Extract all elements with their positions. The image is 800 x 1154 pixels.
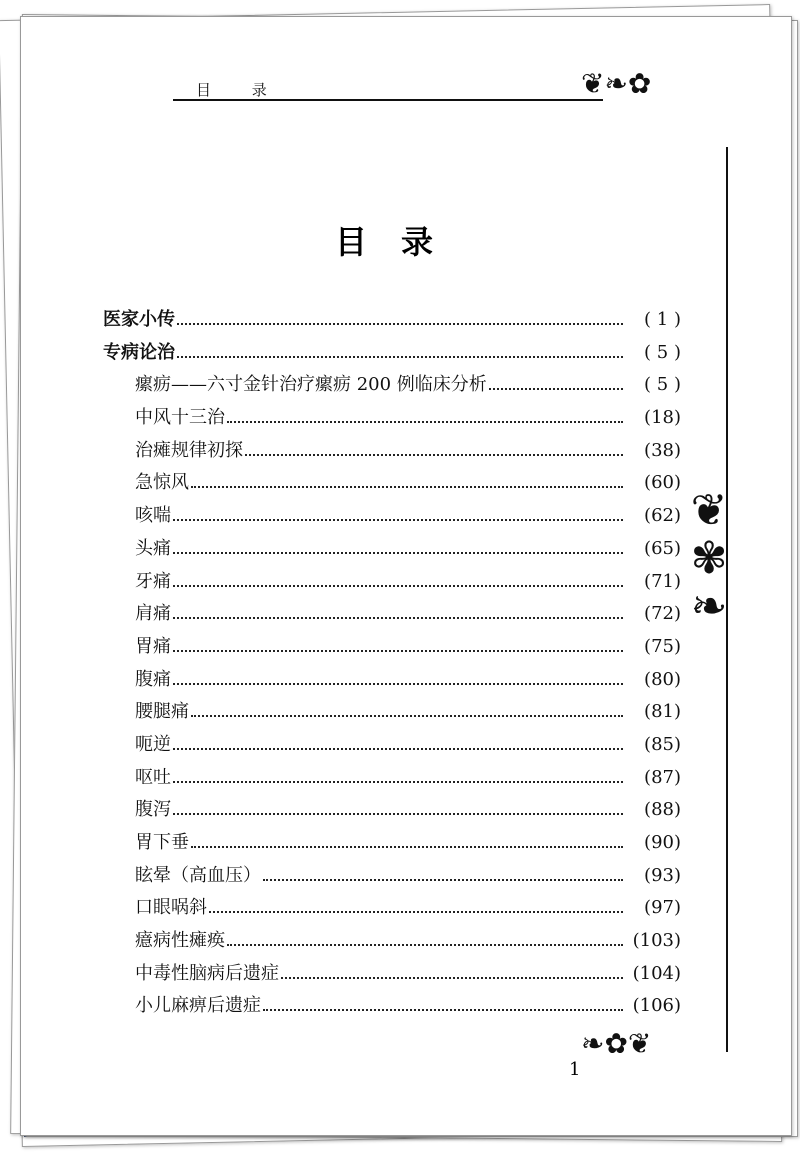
corner-ornament-icon: ❦❧✿ bbox=[581, 67, 652, 100]
toc-entry-title: 眩晕（高血压） bbox=[135, 864, 261, 886]
toc-entry-page: (62) bbox=[644, 505, 681, 527]
toc-entry[interactable] bbox=[103, 697, 681, 730]
toc-entry[interactable] bbox=[103, 436, 681, 469]
toc-entry-page: (38) bbox=[644, 439, 681, 461]
leader-dots bbox=[173, 650, 623, 652]
toc-entry-title: 腹泻 bbox=[135, 799, 171, 821]
toc-entry-page: (85) bbox=[644, 733, 681, 755]
toc-entry-title: 治瘫规律初探 bbox=[135, 439, 243, 461]
toc-entry[interactable] bbox=[103, 632, 681, 665]
leader-dots bbox=[191, 486, 623, 488]
toc-entry-page: (60) bbox=[644, 472, 681, 494]
toc-entry-title: 腰腿痛 bbox=[135, 701, 189, 723]
toc-entry[interactable] bbox=[103, 305, 681, 338]
toc-entry[interactable] bbox=[103, 861, 681, 894]
toc-entry-page: (88) bbox=[644, 799, 681, 821]
leader-dots bbox=[263, 879, 623, 881]
toc-entry[interactable] bbox=[103, 403, 681, 436]
toc-entry-page: (71) bbox=[644, 570, 681, 592]
leader-dots bbox=[173, 585, 623, 587]
toc-entry-page: ( 1 ) bbox=[644, 309, 681, 330]
leader-dots bbox=[173, 748, 623, 750]
toc-entry-page: (93) bbox=[644, 864, 681, 886]
leader-dots bbox=[177, 356, 623, 358]
toc-entry[interactable] bbox=[103, 534, 681, 567]
toc-entry[interactable] bbox=[103, 338, 681, 371]
toc-entry[interactable] bbox=[103, 468, 681, 501]
leader-dots bbox=[227, 944, 623, 946]
leader-dots bbox=[173, 519, 623, 521]
toc-entry[interactable] bbox=[103, 893, 681, 926]
toc-entry-title: 胃下垂 bbox=[135, 832, 189, 853]
toc-entry-page: ( 5 ) bbox=[644, 341, 681, 363]
leader-dots bbox=[173, 552, 623, 554]
toc-entry[interactable] bbox=[103, 828, 681, 861]
side-ornament-icon: ❦ ✾ ❧ bbox=[690, 485, 728, 632]
toc-entry[interactable] bbox=[103, 991, 681, 1024]
toc-entry-page: (65) bbox=[644, 537, 681, 559]
leader-dots bbox=[281, 977, 623, 979]
leader-dots bbox=[227, 421, 623, 423]
toc-entry-title: 胃痛 bbox=[135, 635, 171, 657]
toc-entry[interactable] bbox=[103, 763, 681, 796]
toc-entry-page: (103) bbox=[632, 930, 681, 952]
leader-dots bbox=[209, 911, 623, 913]
page bbox=[20, 16, 792, 1136]
toc-entry[interactable] bbox=[103, 959, 681, 992]
toc-entry[interactable] bbox=[103, 665, 681, 698]
toc-entry-page: (80) bbox=[644, 668, 681, 690]
toc-entry-title: 肩痛 bbox=[135, 603, 171, 625]
toc-entry-title: 瘰疬——六寸金针治疗瘰疬 200 例临床分析 bbox=[135, 374, 487, 396]
toc-entry-title: 医家小传 bbox=[103, 309, 175, 330]
toc-entry-title: 咳喘 bbox=[135, 505, 171, 527]
toc-entry-page: (75) bbox=[644, 635, 681, 657]
toc-entry-page: (97) bbox=[644, 897, 681, 919]
leader-dots bbox=[191, 846, 623, 848]
toc-entry-page: (90) bbox=[644, 832, 681, 853]
toc-entry-page: (87) bbox=[644, 766, 681, 788]
toc-entry-page: (104) bbox=[632, 962, 681, 984]
toc-entry[interactable] bbox=[103, 501, 681, 534]
leader-dots bbox=[245, 454, 623, 456]
toc-entry-page: (106) bbox=[632, 995, 681, 1017]
leader-dots bbox=[177, 323, 623, 325]
leader-dots bbox=[191, 715, 623, 717]
toc-entry-title: 呃逆 bbox=[135, 733, 171, 755]
leader-dots bbox=[263, 1009, 623, 1011]
toc-entry[interactable] bbox=[103, 926, 681, 959]
leader-dots bbox=[173, 813, 623, 815]
toc-entry-page: (72) bbox=[644, 603, 681, 625]
corner-ornament-icon: ❧✿❦ bbox=[581, 1027, 652, 1060]
toc-entry-title: 呕吐 bbox=[135, 766, 171, 788]
toc-entry[interactable] bbox=[103, 795, 681, 828]
leader-dots bbox=[489, 388, 623, 390]
leader-dots bbox=[173, 617, 623, 619]
toc-entry[interactable] bbox=[103, 370, 681, 403]
toc-entry-title: 口眼㖞斜 bbox=[135, 897, 207, 919]
toc-entry-page: (18) bbox=[644, 407, 681, 429]
toc-entry-page: ( 5 ) bbox=[644, 374, 681, 396]
page-number: 1 bbox=[569, 1059, 581, 1080]
toc-entry-title: 急惊风 bbox=[135, 472, 189, 494]
toc-entry-title: 腹痛 bbox=[135, 668, 171, 690]
table-of-contents bbox=[103, 305, 681, 1024]
running-header: 目 录 bbox=[196, 81, 285, 99]
toc-entry-title: 牙痛 bbox=[135, 570, 171, 592]
toc-entry-title: 中风十三治 bbox=[135, 407, 225, 429]
toc-entry-title: 头痛 bbox=[135, 537, 171, 559]
leader-dots bbox=[173, 683, 623, 685]
page-title: 目录 bbox=[334, 223, 467, 261]
toc-entry[interactable] bbox=[103, 730, 681, 763]
toc-entry[interactable] bbox=[103, 599, 681, 632]
toc-entry-title: 中毒性脑病后遗症 bbox=[135, 962, 279, 984]
toc-entry-title: 专病论治 bbox=[103, 341, 175, 363]
leader-dots bbox=[173, 781, 623, 783]
toc-entry-title: 小儿麻痹后遗症 bbox=[135, 995, 261, 1017]
toc-entry-title: 癔病性瘫痪 bbox=[135, 930, 225, 952]
header-rule bbox=[173, 99, 603, 101]
toc-entry-page: (81) bbox=[644, 701, 681, 723]
toc-entry[interactable] bbox=[103, 567, 681, 600]
